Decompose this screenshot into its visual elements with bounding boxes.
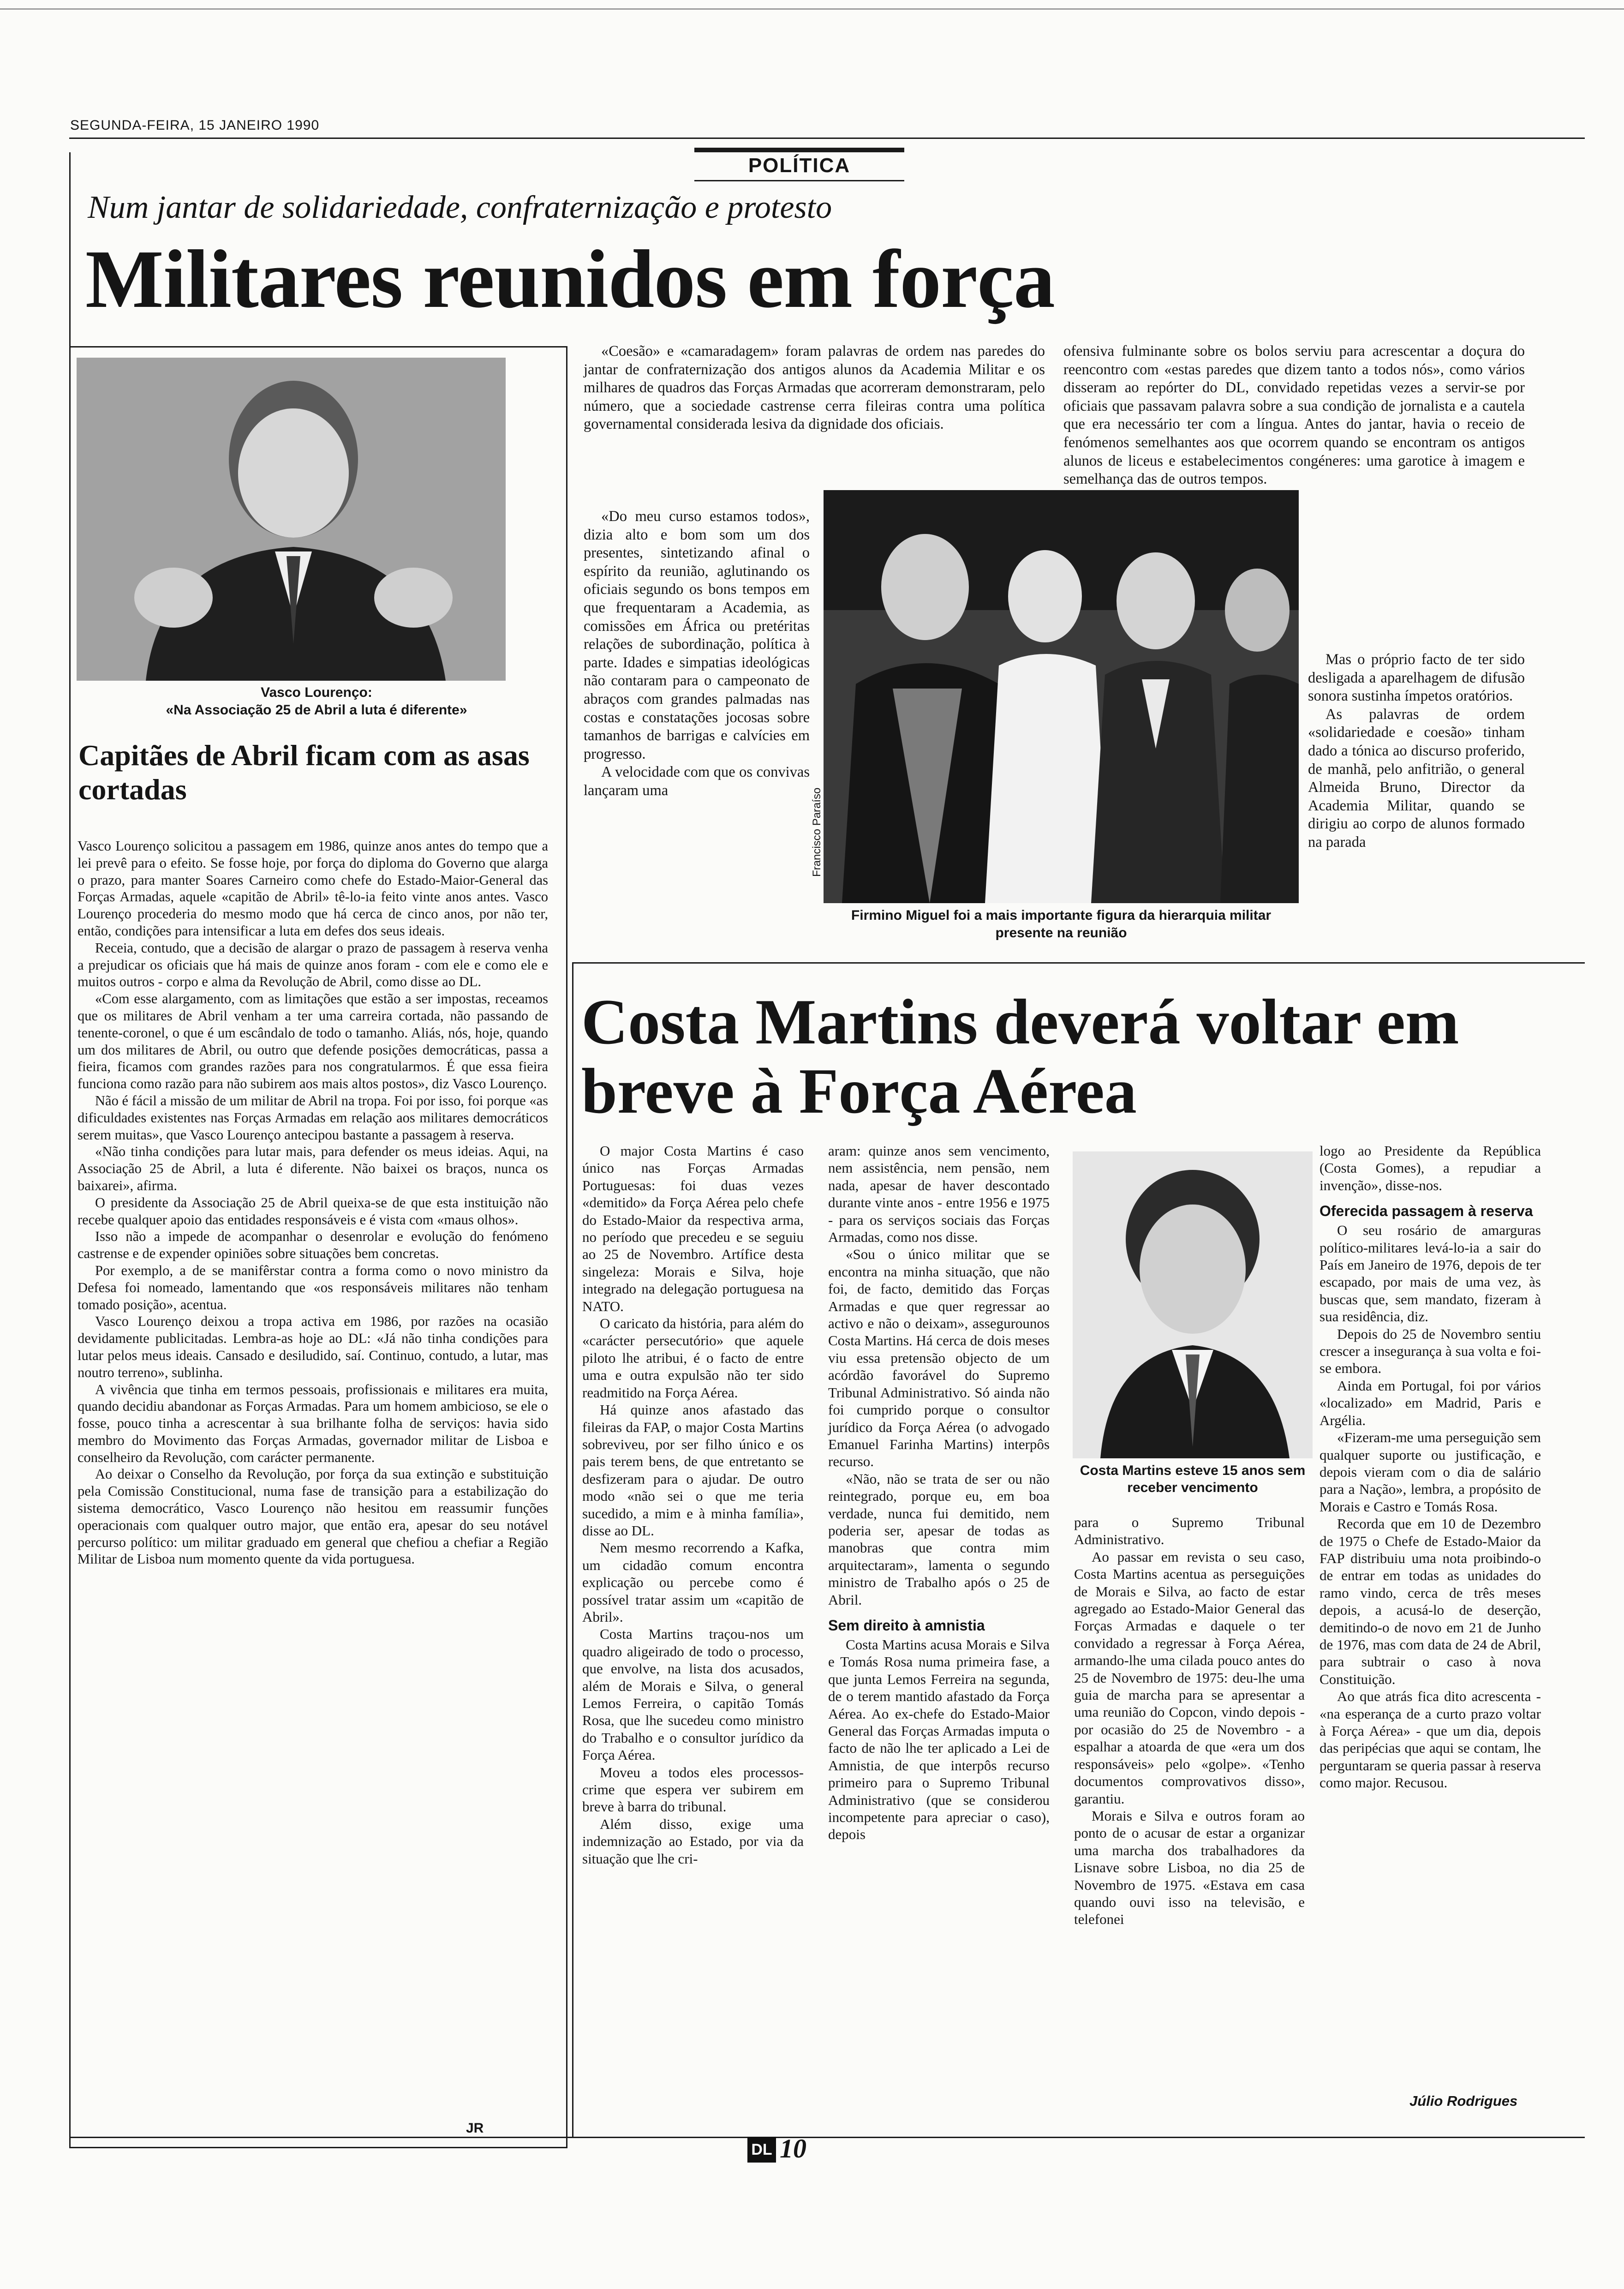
second-paragraph: O seu rosário de amarguras político-militares levá-lo-ia a sair do País em Janeiro de 1976, depois de ter escapado, por mais de uma vez, às buscas que, sem mandato, fizeram à sua residência, diz. — [1320, 1222, 1541, 1325]
vasco-lourenco-photo — [77, 358, 506, 681]
sidebar-paragraph: A vivência que tinha em termos pessoais, profissionais e militares era muita, quando decidiu abandonar as Forças Armadas. Para um homem ambicioso, se ele o fosse, pouco tinha a acrescentar à sua brilhante folha de serviços: havia sido membro do Movimento das Forças Armadas, governador militar de Lisboa e conselheiro da Revolução, com carácter permanente. — [78, 1381, 548, 1465]
main-photo-caption: Firmino Miguel foi a mais importante figura da hierarquia militar presente na reunião — [851, 908, 1272, 941]
second-signature: Júlio Rodrigues — [1409, 2093, 1518, 2109]
dateline-rule — [69, 138, 1585, 139]
main-paragraph: ofensiva fulminante sobre os bolos serviu para acrescentar a doçura do reencontro com «estas paredes que dizem tanto a todos nós», como vários disseram ao repórter do DL, convidado repetidas vezes a servir-se por oficiais que passavam palavra sobre a sua condição de jornalista e a cautela que era necessário ter com a língua. Antes do jantar, havia o receio de fenómenos semelhantes aos que ocorrem quando se encontram os antigos alunos de liceus e estabelecimentos congéneres: uma garotice à imagem e semelhança das de outros tempos. — [1063, 343, 1525, 488]
sidebar-paragraph: Vasco Lourenço solicitou a passagem em 1986, quinze anos antes do tempo que a lei prevê para o efeito. Se fosse hoje, por força do diploma do Governo que alarga o prazo, para manter Soares Carneiro como chefe do Estado-Maior-General das Forças Armadas, aquele «capitão de Abril» tê-lo-ia feito vinte anos antes. Vasco Lourenço procederia do mesmo modo que há cerca de cinco anos, por não ter, então, condições para intensificar a luta em defes dos seus ideais. — [78, 838, 548, 939]
costa-martins-caption: Costa Martins esteve 15 anos sem receber vencimento — [1080, 1463, 1306, 1495]
sidebar-signature: JR — [466, 2121, 484, 2136]
second-paragraph: «Fizeram-me uma perseguição sem qualquer suporte ou justificação, e depois vieram com o dia de salário para a Nação», lembra, a propósito de Morais e Castro e Tomás Rosa. — [1320, 1429, 1541, 1515]
second-headline: Costa Martins deverá voltar em breve à Força Aérea — [581, 986, 1459, 1127]
second-story-col4 — [1320, 1142, 1541, 1792]
scan-edge-line — [0, 8, 1624, 10]
second-paragraph: Morais e Silva e outros foram ao ponto de o acusar de estar a organizar uma marcha dos trabalhadores da Lisnave sobre Lisboa, no dia 25 de Novembro de 1975. «Estava em casa quando ouvi isso na televisão, e telefonei — [1074, 1807, 1305, 1928]
second-story-col3 — [1074, 1514, 1305, 1928]
sidebar-photo-caption — [77, 684, 556, 719]
second-paragraph: Costa Martins acusa Morais e Silva e Tomás Rosa numa primeira fase, a que junta Lemos Ferreira na segunda, de o terem mantido afastado da Força Aérea. Ao ex-chefe do Estado-Maior General das Forças Armadas imputa o facto de não lhe ter aplicado a Lei de Amnistia, de que interpôs recurso primeiro para o Supremo Tribunal Administrativo (que se considerou incompetente para apreciar o caso), depois — [828, 1636, 1050, 1843]
section-label: POLÍTICA — [748, 154, 851, 177]
second-story-col2 — [828, 1142, 1050, 1843]
second-paragraph: Depois do 25 de Novembro sentiu crescer a insegurança à sua volta e foi-se embora. — [1320, 1325, 1541, 1377]
photo-credit: Francisco Paraíso — [811, 787, 823, 877]
main-paragraph: A velocidade com que os convivas lançaram uma — [584, 764, 810, 799]
section-tab-bar — [694, 148, 904, 152]
subhead-amnistia: Sem direito à amnistia — [828, 1617, 985, 1634]
sidebar-paragraph: Isso não a impede de acompanhar o desenrolar e evolução do fenómeno castrense e de expender opiniões sobre situações bem concretas. — [78, 1228, 548, 1262]
sidebar-paragraph: Não é fácil a missão de um militar de Abril na tropa. Foi por isso, foi porque «as dificuldades existentes nas Forças Armadas em relação aos militares democráticos serem muitas», que Vasco Lourenço antecipou bastante a passagem à reserva. — [78, 1092, 548, 1143]
second-paragraph: Nem mesmo recorrendo a Kafka, um cidadão comum encontra explicação ou percebe como é possível tratar assim um «capitão de Abril». — [582, 1540, 804, 1625]
main-paragraph: As palavras de ordem «solidariedade e coesão» tinham dado a tónica ao discurso proferido, de manhã, pelo anfitrião, o general Almeida Bruno, Director da Academia Militar, quando se dirigiu ao corpo de alunos formado na parada — [1308, 706, 1525, 851]
main-story-col2-top — [1063, 342, 1525, 489]
second-paragraph: O major Costa Martins é caso único nas Forças Armadas Portuguesas: foi duas vezes «demitido» da Força Aérea pelo chefe do Estado-Maior da respectiva arma, no período que precedeu e se seguiu ao 25 de Novembro. Artífice desta singeleza: Morais e Silva, hoje integrado na delegação portuguesa na NATO. — [582, 1143, 804, 1314]
second-paragraph: «Sou o único militar que se encontra na minha situação, que não foi, de facto, demitido das Forças Armadas e que quer regressar ao activo e não o deixam», assegurounos Costa Martins. Há cerca de dois meses viu essa pretensão objecto de um acórdão favorável do Supremo Tribunal Administrativo. Só ainda não foi cumprido porque o consultor jurídico da Força Aérea (o advogado Emanuel Farinha Martins) interpôs recurso. — [828, 1246, 1050, 1470]
sidebar-paragraph: Ao deixar o Conselho da Revolução, por força da sua extinção e substituição pela Comissão Constitucional, numa fase de transição para a estabilização do sistema democrático, Vasco Lourenço não hesitou em reassumir funções operacionais com qualquer outro major, que então era, apesar do seu notável percurso político: um militar graduado em general que chefiou a chefiar a Região Militar de Lisboa num momento quente da vida portuguesa. — [78, 1466, 548, 1567]
second-paragraph: Ao passar em revista o seu caso, Costa Martins acentua as perseguições de Morais e Silva, ao facto de estar agregado ao Estado-Maior General das Forças Armadas e daquele o ter convidado a regressar à Força Aérea, armando-lhe uma cilada pouco antes do 25 de Novembro de 1975: deu-lhe uma guia de marcha para se apresentar a uma reunião do Copcon, vindo depois - por ocasião do 25 de Novembro - a espalhar a atoarda de que «era um dos responsáveis» pelo «golpe». «Tenho documentos comprovativos disso», garantiu. — [1074, 1548, 1305, 1807]
main-story-col1 — [584, 508, 810, 800]
firmino-miguel-photo — [824, 490, 1299, 903]
second-paragraph: Além disso, exige uma indemnização ao Estado, por via da situação que lhe cri- — [582, 1816, 804, 1867]
sidebar-paragraph: Receia, contudo, que a decisão de alargar o prazo de passagem à reserva venha a prejudicar os oficiais que há mais de quinze anos foram - com ele e como ele e muitos outros - corpo e alma da Revolução de Abril, como disse ao DL. — [78, 940, 548, 990]
second-paragraph: Moveu a todos eles processos-crime que espera ver subirem em breve à barra do tribunal. — [582, 1764, 804, 1815]
second-paragraph: logo ao Presidente da República (Costa Gomes), a repudiar a invenção», disse-nos. — [1320, 1143, 1541, 1193]
sidebar-paragraph: Por exemplo, a de se manifêrstar contra a forma como o novo ministro da Defesa foi nomeado, lamentando que «os responsáveis militares não tenham tomado posição», acentua. — [78, 1262, 548, 1312]
second-paragraph: Recorda que em 10 de Dezembro de 1975 o Chefe de Estado-Maior da FAP distribuiu uma nota proibindo-o de entrar em todas as unidades do ramo vindo, cerca de três meses depois, a acusá-lo de deserção, demitindo-o de novo em 21 de Junho de 1976, mas com data de 24 de Abril, para subtrair o caso à nova Constituição. — [1320, 1516, 1541, 1687]
sidebar-headline: Capitães de Abril ficam com as asas cortadas — [78, 739, 530, 806]
second-paragraph: O caricato da história, para além do «carácter persecutório» que aquele piloto lhe atribui, é o facto de entre uma e outra expulsão não ter sido readmitido na Força Aérea. — [582, 1315, 804, 1401]
sidebar-paragraph: «Não tinha condições para lutar mais, para defender os meus ideias. Aqui, na Associação 25 de Abril, a luta é diferente. Não baixei os braços, nunca os baixarei», afirma. — [78, 1144, 548, 1193]
story-divider — [572, 962, 1585, 964]
sidebar-paragraph: «Com esse alargamento, com as limitações que estão a ser impostas, receamos que os militares de Abril venham a ter uma carreira cortada, não passando de tenente-coronel, o que é um escândalo de todo o tamanho. Aliás, nós, hoje, quando um dos militares de Abril, ou outro que defende posições democráticas, passa a fieira, ficamos com grandes razões para nos congratularmos. É que essa fieira funciona como razão para não subirem aos mais altos postos», diz Vasco Lourenço. — [78, 991, 548, 1092]
sidebar-caption-name: Vasco Lourenço: — [261, 685, 372, 700]
subhead-reserva: Oferecida passagem à reserva — [1320, 1203, 1533, 1220]
sidebar-paragraph: Vasco Lourenço deixou a tropa activa em 1986, por razões na ocasião devidamente publicitadas. Lembra-as hoje ao DL: «Já não tinha condições para lutar pelos meus ideais. Cansado e desiludido, saí. Continuo, contudo, a lutar, mas noutro terreno», sublinha. — [78, 1313, 548, 1380]
main-paragraph: «Coesão» e «camaradagem» foram palavras de ordem nas paredes do jantar de confraternização dos antigos alunos da Academia Militar e os milhares de quadros das Forças Armadas que acorreram demonstraram, pelo número, que a sociedade castrense cerra fileiras contra uma política governamental considerada lesiva da dignidade dos oficiais. — [584, 343, 1045, 433]
second-paragraph: Há quinze anos afastado das fileiras da FAP, o major Costa Martins sobreviveu, por ser filho único e os pais terem bens, de que entretanto se desfizeram para o ajudar. De outro modo «não sei o que me teria sucedido, a mim e à minha família», disse ao DL. — [582, 1402, 804, 1539]
main-paragraph: «Do meu curso estamos todos», dizia alto e bom som um dos presentes, sintetizando afinal o espírito da reunião, aglutinando os oficiais segundo os bons tempos em que frequentaram a Academia, as comissões em África ou pretéritas relações de subordinação, política à parte. Idades e simpatias ideológicas não contaram para o campeonato de abraços com grandes palmadas nas costas e constatações jocosas sobre tamanhos de barrigas e calvícies em progresso. — [584, 508, 810, 762]
sidebar-caption-quote: «Na Associação 25 de Abril a luta é diferente» — [166, 702, 467, 718]
main-story-col2 — [1308, 651, 1525, 852]
second-paragraph: para o Supremo Tribunal Administrativo. — [1074, 1514, 1305, 1548]
section-tab-underline — [694, 180, 904, 181]
story-divider-vertical — [572, 962, 573, 2137]
second-paragraph: aram: quinze anos sem vencimento, nem assistência, nem pensão, nem nada, apesar de haver descontado durante vinte anos - entre 1956 e 1975 - para os serviços sociais das Forças Armadas, como nos disse. — [828, 1143, 1050, 1246]
main-paragraph: Mas o próprio facto de ter sido desligada a aparelhagem de difusão sonora sustinha ímpetos oratórios. — [1308, 651, 1525, 705]
second-paragraph: «Não, não se trata de ser ou não reintegrado, porque eu, em boa verdade, nunca fui demitido, nem poderia ser, apesar de todas as manobras que contra mim arquitectaram», lamenta o segundo ministro de Trabalho após o 25 de Abril. — [828, 1470, 1050, 1608]
second-story-col1 — [582, 1142, 804, 1867]
page-number: 10 — [780, 2133, 806, 2163]
kicker: Num jantar de solidariedade, confraternização e protesto — [88, 190, 832, 225]
dateline: SEGUNDA-FEIRA, 15 JANEIRO 1990 — [70, 118, 320, 133]
costa-martins-photo — [1073, 1151, 1313, 1458]
sidebar-body — [78, 838, 548, 1568]
second-paragraph: Ainda em Portugal, foi por vários «localizado» em Madrid, Paris e Argélia. — [1320, 1377, 1541, 1428]
second-paragraph: Ao que atrás fica dito acrescenta - «na esperança de a curto prazo voltar à Força Aérea» - que um dia, depois das peripécias que aqui se contam, lhe perguntaram se queria passar à reserva como major. Recusou. — [1320, 1688, 1541, 1791]
dl-logo: DL — [747, 2137, 776, 2163]
main-headline: Militares reunidos em força — [85, 233, 1055, 325]
sidebar-paragraph: O presidente da Associação 25 de Abril queixa-se de que esta instituição não recebe qualquer apoio das entidades responsáveis e é vista com «maus olhos». — [78, 1194, 548, 1228]
main-story-col1-top — [584, 342, 1045, 434]
second-paragraph: Costa Martins traçou-nos um quadro aligeirado de todo o processo, que envolve, na lista dos acusados, além de Morais e Silva, o general Lemos Ferreira, o capitão Tomás Rosa, que lhe sucedeu como ministro do Trabalho e o consultor jurídico da Força Aérea. — [582, 1626, 804, 1763]
